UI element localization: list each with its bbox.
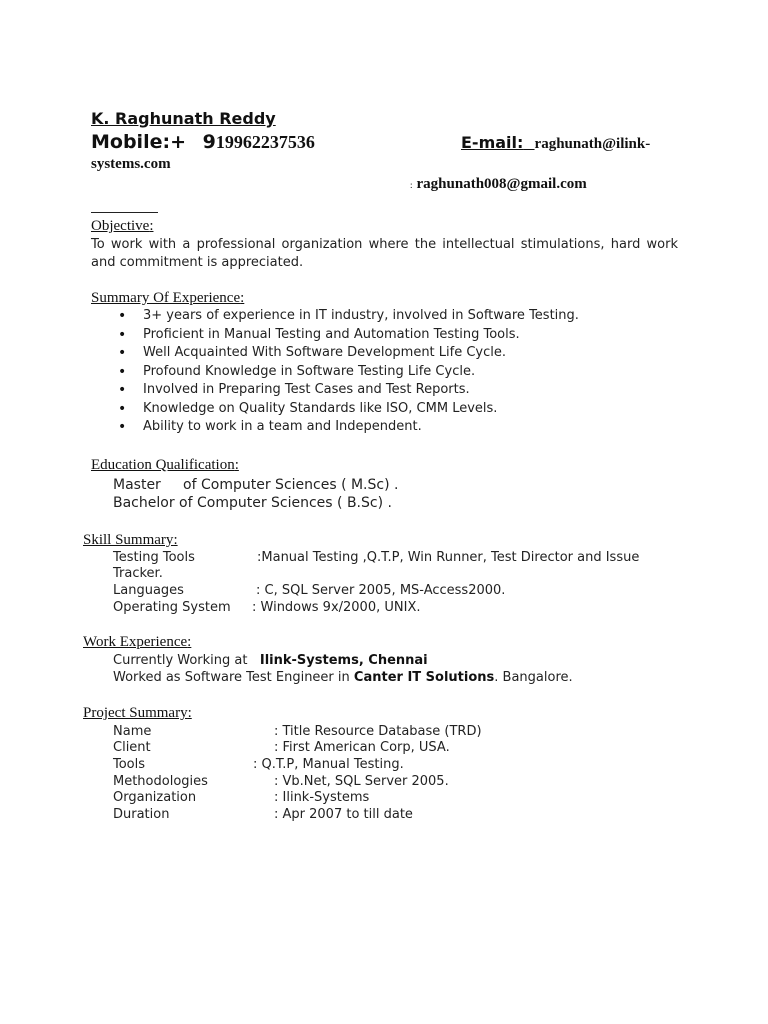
email-secondary-line: : raghunath008@gmail.com <box>410 176 587 192</box>
skill-value-continuation: Tracker. <box>113 566 163 581</box>
work-current: Currently Working at Ilink-Systems, Chennai <box>113 653 428 668</box>
skill-value: : C, SQL Server 2005, MS-Access2000. <box>256 583 506 598</box>
mobile-number: 919962237536 <box>202 131 315 153</box>
project-label: Methodologies <box>113 774 208 789</box>
work-previous: Worked as Software Test Engineer in Canter IT Solutions. Bangalore. <box>113 670 573 685</box>
summary-heading: Summary Of Experience: <box>91 290 245 306</box>
list-item: • Profound Knowledge in Software Testing Life Cycle. <box>113 363 579 382</box>
summary-list <box>113 307 579 437</box>
skills-heading: Skill Summary: <box>83 532 178 548</box>
education-item: Master of Computer Sciences ( M.Sc) . <box>113 477 399 493</box>
project-label: Duration <box>113 807 170 822</box>
list-item: • Knowledge on Quality Standards like ISO, CMM Levels. <box>113 400 579 419</box>
mobile-label: Mobile:+ <box>91 131 186 153</box>
project-label: Client <box>113 740 151 755</box>
email-primary-continuation[interactable]: systems.com <box>91 156 171 172</box>
current-company: Ilink-Systems, Chennai <box>259 653 428 668</box>
objective-heading: Objective: <box>91 218 154 234</box>
project-label: Tools <box>113 757 146 772</box>
previous-company: Canter IT Solutions <box>353 670 495 685</box>
project-label: Organization <box>113 790 197 805</box>
project-value: : Title Resource Database (TRD) <box>274 724 482 739</box>
email-label: E-mail: <box>461 133 524 152</box>
list-item: • Involved in Preparing Test Cases and Test Reports. <box>113 381 579 400</box>
project-value: : Apr 2007 to till date <box>274 807 413 822</box>
education-item: Bachelor of Computer Sciences ( B.Sc) . <box>113 495 392 511</box>
list-item: • Proficient in Manual Testing and Automation Testing Tools. <box>113 326 579 345</box>
project-value: : Q.T.P, Manual Testing. <box>253 757 404 772</box>
skill-label: Operating System <box>113 600 231 615</box>
email-line <box>461 133 650 153</box>
email-secondary[interactable]: raghunath008@gmail.com <box>416 176 587 192</box>
skill-label: Testing Tools <box>113 550 195 565</box>
project-value: : Ilink-Systems <box>274 790 370 805</box>
project-heading: Project Summary: <box>83 705 192 721</box>
email-primary[interactable]: raghunath@ilink- <box>534 136 651 152</box>
mobile-line <box>91 131 315 153</box>
education-heading: Education Qualification: <box>91 457 239 473</box>
skill-value: : Windows 9x/2000, UNIX. <box>252 600 421 615</box>
work-heading: Work Experience: <box>83 634 192 650</box>
candidate-name: K. Raghunath Reddy <box>91 109 276 128</box>
list-item: • Well Acquainted With Software Development Life Cycle. <box>113 344 579 363</box>
list-item: • 3+ years of experience in IT industry, involved in Software Testing. <box>113 307 579 326</box>
project-value: : First American Corp, USA. <box>274 740 450 755</box>
skill-label: Languages <box>113 583 184 598</box>
skill-value: :Manual Testing ,Q.T.P, Win Runner, Test Director and Issue <box>257 550 640 565</box>
divider <box>91 212 158 213</box>
objective-text: To work with a professional organization where the intellectual stimulations, hard work and commitment is appreciated. <box>91 237 678 270</box>
project-value: : Vb.Net, SQL Server 2005. <box>274 774 449 789</box>
project-label: Name <box>113 724 152 739</box>
list-item: • Ability to work in a team and Independent. <box>113 418 579 437</box>
